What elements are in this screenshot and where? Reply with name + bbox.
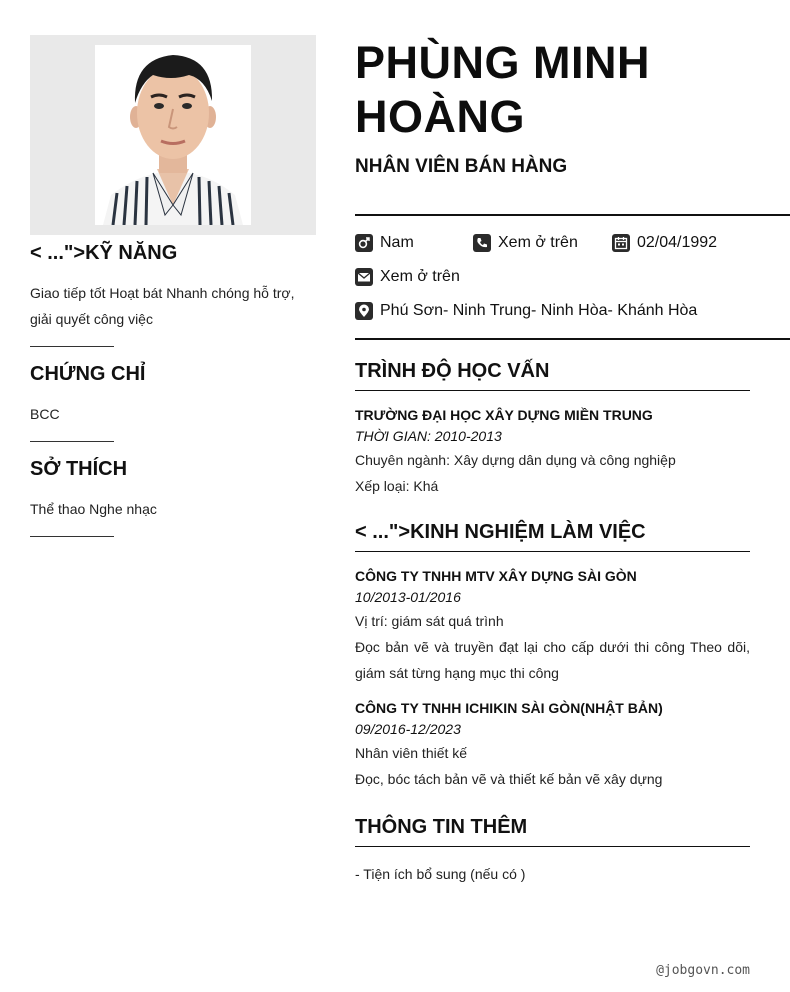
contact-block — [355, 214, 790, 340]
birthday-item — [612, 234, 717, 252]
job-role: Nhân viên thiết kế — [355, 745, 468, 761]
phone-icon — [473, 234, 491, 252]
gender-item — [355, 234, 473, 252]
certificates-text: BCC — [30, 406, 60, 422]
location-icon — [355, 302, 373, 320]
job-role: Vị trí: giám sát quá trình — [355, 613, 504, 629]
divider — [30, 346, 114, 347]
contact-row — [355, 294, 790, 328]
certificates-title: CHỨNG CHỈ — [30, 363, 146, 385]
birthday-value: 02/04/1992 — [637, 234, 718, 251]
company-name: CÔNG TY TNHH MTV XÂY DỰNG SÀI GÒN — [355, 568, 637, 584]
mail-icon — [355, 268, 373, 286]
education-grade: Xếp loại: Khá — [355, 478, 439, 494]
hobbies-title: SỞ THÍCH — [30, 458, 128, 480]
extra-section — [355, 816, 750, 887]
gender-value: Nam — [380, 234, 414, 251]
job-entry — [355, 566, 750, 686]
experience-section — [355, 521, 750, 792]
education-entry — [355, 405, 750, 499]
divider — [30, 536, 114, 537]
skills-text: Giao tiếp tốt Hoạt bát Nhanh chóng hỗ trợ, giải quyết công việc — [30, 285, 295, 327]
gender-icon — [355, 234, 373, 252]
job-title: NHÂN VIÊN BÁN HÀNG — [355, 156, 568, 177]
extra-title: THÔNG TIN THÊM — [355, 816, 750, 847]
address-item — [355, 302, 697, 320]
job-time: 10/2013-01/2016 — [355, 589, 461, 605]
photo-frame — [30, 35, 316, 235]
watermark: @jobgovn.com — [656, 963, 750, 978]
school-name: TRƯỜNG ĐẠI HỌC XÂY DỰNG MIỀN TRUNG — [355, 407, 653, 423]
experience-title: < ...">KINH NGHIỆM LÀM VIỆC — [355, 521, 750, 552]
extra-text: - Tiện ích bổ sung (nếu có ) — [355, 866, 526, 882]
address-value: Phú Sơn- Ninh Trung- Ninh Hòa- Khánh Hòa — [380, 302, 698, 319]
phone-value: Xem ở trên — [498, 234, 578, 251]
phone-item — [473, 234, 612, 252]
calendar-icon — [612, 234, 630, 252]
education-major: Chuyên ngành: Xây dựng dân dụng và công nghiệp — [355, 452, 676, 468]
education-section — [355, 360, 750, 499]
profile-photo — [95, 45, 251, 225]
email-value: Xem ở trên — [380, 268, 460, 285]
contact-row — [355, 226, 790, 260]
job-description: Đọc, bóc tách bản vẽ và thiết kế bản vẽ xây dựng — [355, 771, 663, 787]
candidate-name: PHÙNG MINH HOÀNG — [355, 37, 650, 142]
job-time: 09/2016-12/2023 — [355, 721, 461, 737]
right-column — [355, 36, 790, 887]
contact-row — [355, 260, 790, 294]
job-entry — [355, 698, 750, 792]
person-photo-icon — [95, 45, 251, 225]
education-time: THỜI GIAN: 2010-2013 — [355, 428, 502, 444]
left-column — [30, 240, 316, 551]
education-title: TRÌNH ĐỘ HỌC VẤN — [355, 360, 750, 391]
hobbies-text: Thể thao Nghe nhạc — [30, 501, 157, 517]
company-name: CÔNG TY TNHH ICHIKIN SÀI GÒN(NHẬT BẢN) — [355, 700, 663, 716]
divider — [30, 441, 114, 442]
skills-title: < ...">KỸ NĂNG — [30, 242, 178, 264]
email-item — [355, 268, 460, 286]
job-description: Đọc bản vẽ và truyền đạt lại cho cấp dưới thi công Theo dõi, giám sát từng hạng mục thi công — [355, 639, 750, 681]
